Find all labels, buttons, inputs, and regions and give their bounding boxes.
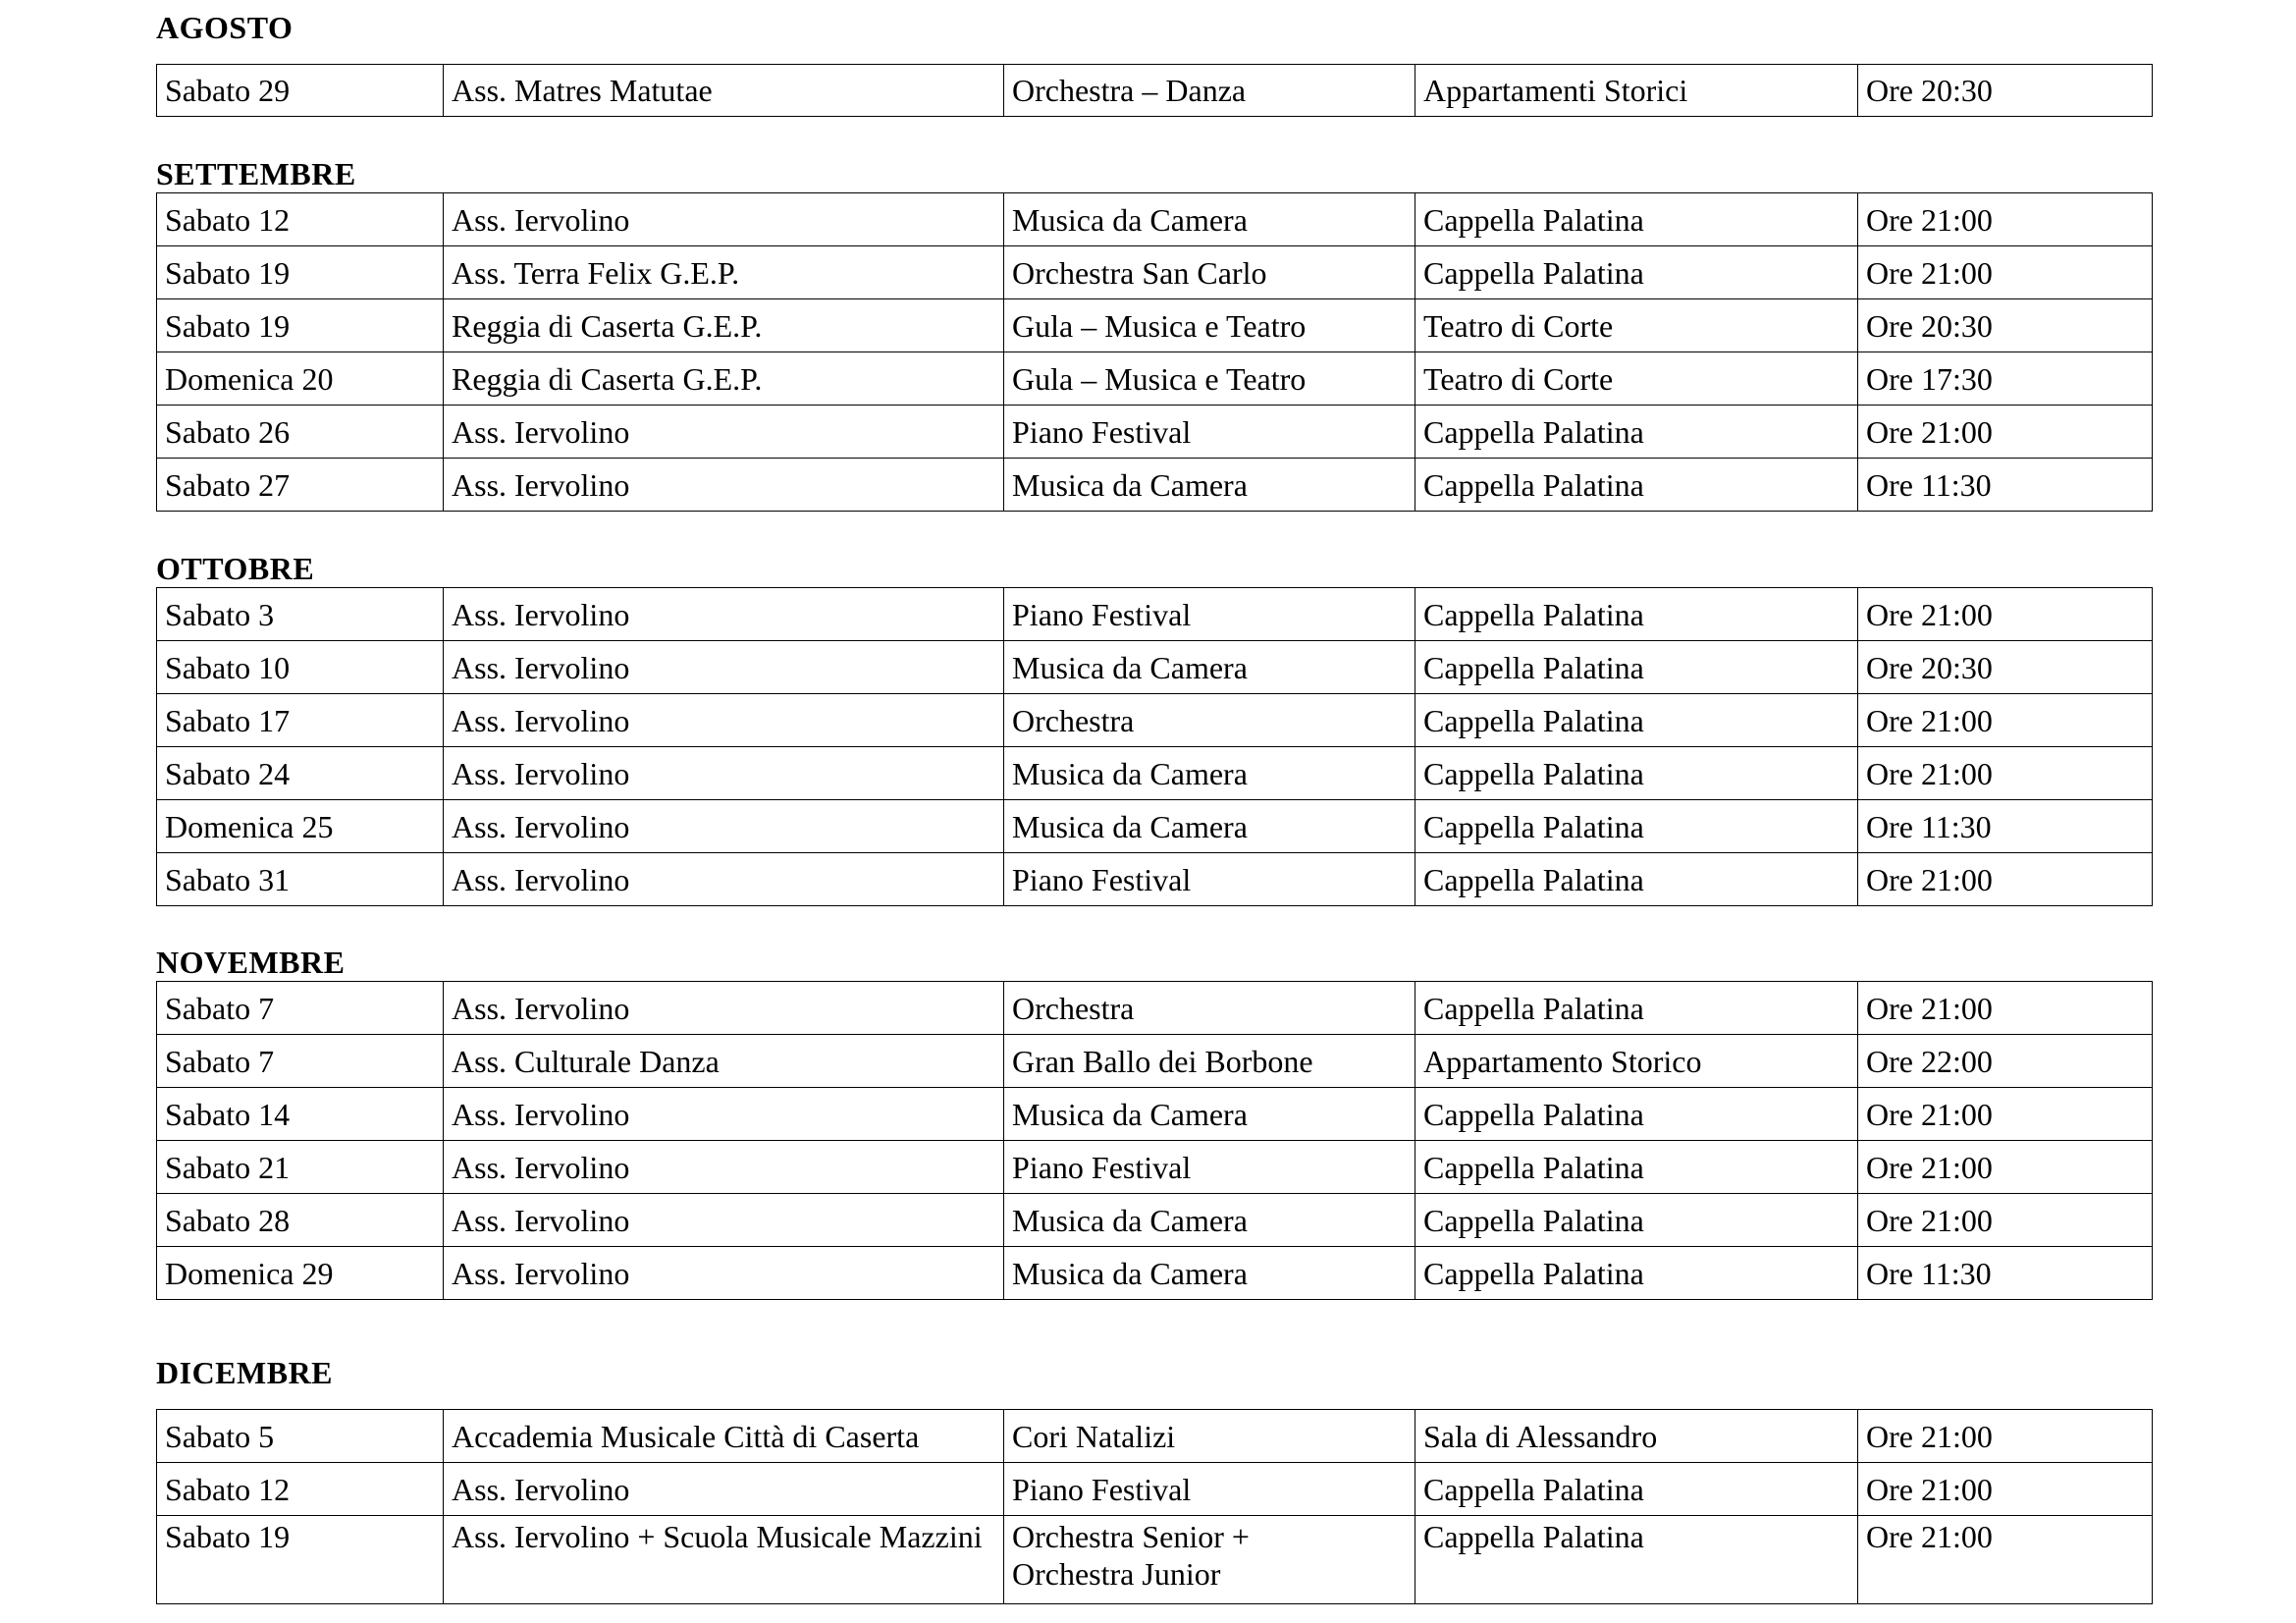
cell-organizer: Ass. Iervolino bbox=[444, 800, 1004, 853]
month-heading: AGOSTO bbox=[156, 10, 294, 45]
cell-venue: Appartamenti Storici bbox=[1415, 65, 1858, 117]
table-row bbox=[157, 588, 2153, 641]
cell-event: Musica da Camera bbox=[1004, 747, 1415, 800]
cell-venue: Cappella Palatina bbox=[1415, 588, 1858, 641]
cell-organizer: Reggia di Caserta G.E.P. bbox=[444, 299, 1004, 352]
cell-time: Ore 21:00 bbox=[1858, 747, 2153, 800]
cell-venue: Cappella Palatina bbox=[1415, 193, 1858, 246]
cell-organizer: Ass. Iervolino bbox=[444, 1088, 1004, 1141]
cell-day: Sabato 19 bbox=[157, 246, 444, 299]
cell-day: Sabato 12 bbox=[157, 193, 444, 246]
cell-venue: Teatro di Corte bbox=[1415, 299, 1858, 352]
cell-time: Ore 21:00 bbox=[1858, 982, 2153, 1035]
cell-day: Sabato 29 bbox=[157, 65, 444, 117]
table-row bbox=[157, 853, 2153, 906]
table-row bbox=[157, 1194, 2153, 1247]
table-row bbox=[157, 1088, 2153, 1141]
cell-time: Ore 22:00 bbox=[1858, 1035, 2153, 1088]
cell-event: Cori Natalizi bbox=[1004, 1410, 1415, 1463]
cell-venue: Cappella Palatina bbox=[1415, 800, 1858, 853]
cell-day: Domenica 25 bbox=[157, 800, 444, 853]
cell-organizer: Ass. Iervolino bbox=[444, 982, 1004, 1035]
cell-venue: Cappella Palatina bbox=[1415, 406, 1858, 459]
cell-event: Orchestra bbox=[1004, 982, 1415, 1035]
cell-event: Musica da Camera bbox=[1004, 641, 1415, 694]
cell-venue: Cappella Palatina bbox=[1415, 982, 1858, 1035]
cell-time: Ore 20:30 bbox=[1858, 641, 2153, 694]
cell-event: Piano Festival bbox=[1004, 1141, 1415, 1194]
month-heading: NOVEMBRE bbox=[156, 945, 346, 980]
cell-event: Gula – Musica e Teatro bbox=[1004, 299, 1415, 352]
cell-day: Sabato 19 bbox=[157, 299, 444, 352]
cell-time: Ore 21:00 bbox=[1858, 853, 2153, 906]
cell-time: Ore 21:00 bbox=[1858, 1516, 2153, 1604]
cell-time: Ore 21:00 bbox=[1858, 246, 2153, 299]
cell-day: Sabato 28 bbox=[157, 1194, 444, 1247]
cell-organizer: Ass. Iervolino bbox=[444, 747, 1004, 800]
cell-event: Orchestra – Danza bbox=[1004, 65, 1415, 117]
cell-time: Ore 21:00 bbox=[1858, 694, 2153, 747]
cell-organizer: Ass. Iervolino bbox=[444, 588, 1004, 641]
cell-venue: Cappella Palatina bbox=[1415, 246, 1858, 299]
table-row bbox=[157, 982, 2153, 1035]
cell-event: Musica da Camera bbox=[1004, 1088, 1415, 1141]
table-row bbox=[157, 352, 2153, 406]
table-row bbox=[157, 65, 2153, 117]
table-row bbox=[157, 641, 2153, 694]
schedule-table bbox=[156, 981, 2153, 1300]
schedule-table bbox=[156, 1409, 2153, 1604]
cell-time: Ore 11:30 bbox=[1858, 1247, 2153, 1300]
cell-organizer: Accademia Musicale Città di Caserta bbox=[444, 1410, 1004, 1463]
cell-venue: Teatro di Corte bbox=[1415, 352, 1858, 406]
cell-venue: Cappella Palatina bbox=[1415, 1247, 1858, 1300]
cell-time: Ore 11:30 bbox=[1858, 459, 2153, 512]
table-row bbox=[157, 1463, 2153, 1516]
table-row bbox=[157, 1516, 2153, 1604]
cell-time: Ore 21:00 bbox=[1858, 193, 2153, 246]
table-row bbox=[157, 1141, 2153, 1194]
cell-organizer: Ass. Iervolino bbox=[444, 641, 1004, 694]
cell-day: Sabato 31 bbox=[157, 853, 444, 906]
table-row bbox=[157, 299, 2153, 352]
cell-time: Ore 21:00 bbox=[1858, 588, 2153, 641]
cell-time: Ore 21:00 bbox=[1858, 1141, 2153, 1194]
cell-day: Sabato 12 bbox=[157, 1463, 444, 1516]
cell-organizer: Ass. Iervolino bbox=[444, 1141, 1004, 1194]
cell-day: Domenica 29 bbox=[157, 1247, 444, 1300]
table-row bbox=[157, 1247, 2153, 1300]
cell-venue: Cappella Palatina bbox=[1415, 747, 1858, 800]
schedule-table bbox=[156, 192, 2153, 512]
cell-day: Sabato 19 bbox=[157, 1516, 444, 1604]
cell-time: Ore 21:00 bbox=[1858, 1410, 2153, 1463]
cell-organizer: Ass. Iervolino bbox=[444, 459, 1004, 512]
cell-day: Sabato 14 bbox=[157, 1088, 444, 1141]
cell-day: Sabato 10 bbox=[157, 641, 444, 694]
cell-day: Sabato 7 bbox=[157, 1035, 444, 1088]
cell-venue: Sala di Alessandro bbox=[1415, 1410, 1858, 1463]
cell-time: Ore 21:00 bbox=[1858, 1463, 2153, 1516]
cell-venue: Cappella Palatina bbox=[1415, 1141, 1858, 1194]
cell-organizer: Ass. Iervolino + Scuola Musicale Mazzini bbox=[444, 1516, 1004, 1604]
table-row bbox=[157, 747, 2153, 800]
cell-organizer: Ass. Iervolino bbox=[444, 694, 1004, 747]
cell-time: Ore 21:00 bbox=[1858, 1194, 2153, 1247]
cell-venue: Cappella Palatina bbox=[1415, 641, 1858, 694]
cell-event: Musica da Camera bbox=[1004, 459, 1415, 512]
cell-event: Orchestra San Carlo bbox=[1004, 246, 1415, 299]
cell-organizer: Reggia di Caserta G.E.P. bbox=[444, 352, 1004, 406]
cell-day: Domenica 20 bbox=[157, 352, 444, 406]
cell-day: Sabato 7 bbox=[157, 982, 444, 1035]
table-row bbox=[157, 246, 2153, 299]
cell-organizer: Ass. Culturale Danza bbox=[444, 1035, 1004, 1088]
cell-event: Musica da Camera bbox=[1004, 1247, 1415, 1300]
cell-venue: Cappella Palatina bbox=[1415, 459, 1858, 512]
cell-venue: Cappella Palatina bbox=[1415, 1516, 1858, 1604]
cell-venue: Appartamento Storico bbox=[1415, 1035, 1858, 1088]
cell-day: Sabato 17 bbox=[157, 694, 444, 747]
cell-organizer: Ass. Iervolino bbox=[444, 1194, 1004, 1247]
cell-event bbox=[1004, 1516, 1415, 1604]
cell-time: Ore 20:30 bbox=[1858, 299, 2153, 352]
table-row bbox=[157, 193, 2153, 246]
cell-organizer: Ass. Iervolino bbox=[444, 193, 1004, 246]
table-row bbox=[157, 800, 2153, 853]
cell-event: Piano Festival bbox=[1004, 406, 1415, 459]
cell-day: Sabato 21 bbox=[157, 1141, 444, 1194]
cell-event: Musica da Camera bbox=[1004, 193, 1415, 246]
cell-event: Musica da Camera bbox=[1004, 800, 1415, 853]
cell-organizer: Ass. Terra Felix G.E.P. bbox=[444, 246, 1004, 299]
cell-time: Ore 20:30 bbox=[1858, 65, 2153, 117]
cell-event: Piano Festival bbox=[1004, 588, 1415, 641]
table-row bbox=[157, 1035, 2153, 1088]
cell-event: Orchestra bbox=[1004, 694, 1415, 747]
cell-event-text: Orchestra Senior + Orchestra Junior bbox=[1012, 1519, 1250, 1592]
cell-venue: Cappella Palatina bbox=[1415, 694, 1858, 747]
cell-day: Sabato 5 bbox=[157, 1410, 444, 1463]
schedule-table bbox=[156, 64, 2153, 117]
cell-venue: Cappella Palatina bbox=[1415, 853, 1858, 906]
cell-event: Gran Ballo dei Borbone bbox=[1004, 1035, 1415, 1088]
cell-event: Gula – Musica e Teatro bbox=[1004, 352, 1415, 406]
cell-venue: Cappella Palatina bbox=[1415, 1463, 1858, 1516]
cell-time: Ore 11:30 bbox=[1858, 800, 2153, 853]
cell-organizer: Ass. Iervolino bbox=[444, 406, 1004, 459]
table-row bbox=[157, 406, 2153, 459]
cell-day: Sabato 26 bbox=[157, 406, 444, 459]
cell-organizer: Ass. Matres Matutae bbox=[444, 65, 1004, 117]
cell-time: Ore 17:30 bbox=[1858, 352, 2153, 406]
cell-day: Sabato 27 bbox=[157, 459, 444, 512]
schedule-table bbox=[156, 587, 2153, 906]
table-row bbox=[157, 459, 2153, 512]
month-heading: OTTOBRE bbox=[156, 551, 315, 586]
cell-event: Piano Festival bbox=[1004, 853, 1415, 906]
cell-day: Sabato 24 bbox=[157, 747, 444, 800]
cell-event: Piano Festival bbox=[1004, 1463, 1415, 1516]
cell-time: Ore 21:00 bbox=[1858, 1088, 2153, 1141]
cell-organizer: Ass. Iervolino bbox=[444, 1463, 1004, 1516]
table-row bbox=[157, 694, 2153, 747]
month-heading: DICEMBRE bbox=[156, 1355, 334, 1390]
cell-venue: Cappella Palatina bbox=[1415, 1088, 1858, 1141]
cell-venue: Cappella Palatina bbox=[1415, 1194, 1858, 1247]
cell-organizer: Ass. Iervolino bbox=[444, 853, 1004, 906]
cell-day: Sabato 3 bbox=[157, 588, 444, 641]
cell-time: Ore 21:00 bbox=[1858, 406, 2153, 459]
table-row bbox=[157, 1410, 2153, 1463]
cell-event: Musica da Camera bbox=[1004, 1194, 1415, 1247]
month-heading: SETTEMBRE bbox=[156, 156, 356, 191]
cell-organizer: Ass. Iervolino bbox=[444, 1247, 1004, 1300]
